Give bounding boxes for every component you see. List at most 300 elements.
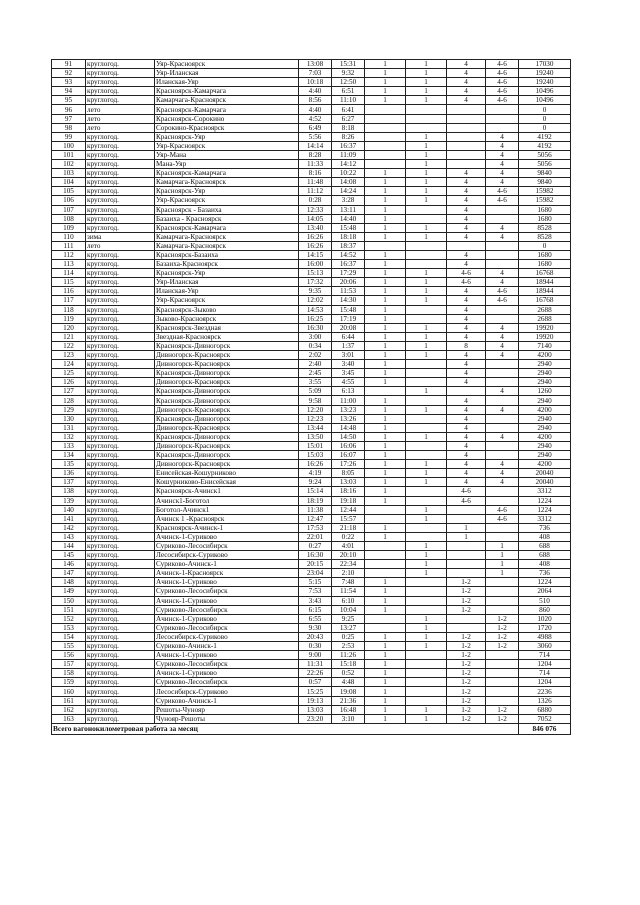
season-type: круглогод. (86, 487, 155, 496)
table-row (52, 441, 571, 450)
departure-time: 15:14 (299, 487, 332, 496)
arrival-time: 4:01 (332, 541, 365, 550)
route-name: Красноярск-Камарчага (155, 223, 299, 232)
season-type: круглогод. (86, 78, 155, 87)
row-number: 157 (52, 660, 86, 669)
count-col-2: 1 (406, 387, 447, 396)
count-col-1: 1 (365, 405, 406, 414)
count-col-4: 4-6 (486, 187, 519, 196)
count-col-2 (406, 441, 447, 450)
route-name: Ачинск-1-Красноярск (155, 569, 299, 578)
car-km-value: 3060 (519, 642, 571, 651)
count-col-2 (406, 523, 447, 532)
count-col-4: 1-2 (486, 642, 519, 651)
table-row (52, 396, 571, 405)
count-col-3: 4 (447, 196, 486, 205)
count-col-1 (365, 160, 406, 169)
table-row (52, 705, 571, 714)
count-col-2: 1 (406, 341, 447, 350)
table-row (52, 551, 571, 560)
table-row (52, 250, 571, 259)
count-col-2 (406, 605, 447, 614)
departure-time: 22:01 (299, 532, 332, 541)
count-col-2 (406, 687, 447, 696)
table-row (52, 241, 571, 250)
season-type: круглогод. (86, 360, 155, 369)
count-col-4: 4 (486, 132, 519, 141)
departure-time: 16:30 (299, 323, 332, 332)
count-col-4: 1 (486, 541, 519, 550)
car-km-value: 7052 (519, 714, 571, 723)
count-col-3: 4 (447, 78, 486, 87)
season-type: круглогод. (86, 150, 155, 159)
season-type: круглогод. (86, 69, 155, 78)
route-name: Красноярск-Зыково (155, 305, 299, 314)
route-name: Иланская-Уяр (155, 287, 299, 296)
route-name: Красноярск-Дивногорск (155, 369, 299, 378)
season-type: круглогод. (86, 496, 155, 505)
car-km-value: 1326 (519, 696, 571, 705)
departure-time: 23:20 (299, 714, 332, 723)
count-col-4: 1-2 (486, 714, 519, 723)
car-km-value: 2940 (519, 396, 571, 405)
count-col-4 (486, 669, 519, 678)
arrival-time: 17:19 (332, 314, 365, 323)
count-col-3 (447, 387, 486, 396)
count-col-2: 1 (406, 178, 447, 187)
row-number: 151 (52, 605, 86, 614)
car-km-value: 16768 (519, 269, 571, 278)
count-col-3 (447, 514, 486, 523)
arrival-time: 21:18 (332, 523, 365, 532)
row-number: 124 (52, 360, 86, 369)
route-name: Чунояр-Решоты (155, 714, 299, 723)
route-name: Звездная-Красноярск (155, 332, 299, 341)
table-row (52, 105, 571, 114)
route-name: Уяр-Иланская (155, 278, 299, 287)
arrival-time: 12:44 (332, 505, 365, 514)
count-col-4: 4-6 (486, 96, 519, 105)
row-number: 148 (52, 578, 86, 587)
table-row (52, 496, 571, 505)
arrival-time: 14:12 (332, 160, 365, 169)
arrival-time: 0:52 (332, 669, 365, 678)
count-col-1: 1 (365, 296, 406, 305)
departure-time: 6:55 (299, 614, 332, 623)
arrival-time: 16:48 (332, 705, 365, 714)
season-type: круглогод. (86, 660, 155, 669)
count-col-2: 1 (406, 623, 447, 632)
route-name: Красноярск-Дивногорск (155, 396, 299, 405)
season-type: круглогод. (86, 423, 155, 432)
table-row (52, 314, 571, 323)
count-col-1: 1 (365, 360, 406, 369)
count-col-1: 1 (365, 341, 406, 350)
departure-time: 13:03 (299, 705, 332, 714)
departure-time: 5:09 (299, 387, 332, 396)
count-col-2: 1 (406, 642, 447, 651)
row-number: 144 (52, 541, 86, 550)
arrival-time: 14:48 (332, 423, 365, 432)
departure-time: 19:13 (299, 696, 332, 705)
count-col-3 (447, 623, 486, 632)
route-name: Дивногорск-Красноярск (155, 351, 299, 360)
departure-time: 6:15 (299, 605, 332, 614)
table-row (52, 714, 571, 723)
departure-time: 8:28 (299, 150, 332, 159)
row-number: 163 (52, 714, 86, 723)
season-type: лето (86, 123, 155, 132)
car-km-value: 5056 (519, 160, 571, 169)
car-km-value: 408 (519, 560, 571, 569)
count-col-2 (406, 414, 447, 423)
row-number: 127 (52, 387, 86, 396)
row-number: 100 (52, 141, 86, 150)
route-name: Суриково-Лесосибирск (155, 678, 299, 687)
count-col-3: 1-2 (447, 705, 486, 714)
route-name: Ачинск-1-Суриково (155, 669, 299, 678)
count-col-1: 1 (365, 469, 406, 478)
arrival-time: 13:03 (332, 478, 365, 487)
count-col-3: 4 (447, 250, 486, 259)
departure-time: 16:00 (299, 260, 332, 269)
arrival-time: 14:52 (332, 250, 365, 259)
count-col-2: 1 (406, 560, 447, 569)
route-name: Ачинск1-Боготол (155, 496, 299, 505)
row-number: 160 (52, 687, 86, 696)
count-col-3: 4 (447, 423, 486, 432)
table-row (52, 623, 571, 632)
count-col-1: 1 (365, 660, 406, 669)
table-row (52, 432, 571, 441)
count-col-2 (406, 423, 447, 432)
count-col-3: 1-2 (447, 687, 486, 696)
row-number: 108 (52, 214, 86, 223)
table-row (52, 541, 571, 550)
row-number: 154 (52, 632, 86, 641)
count-col-1: 1 (365, 605, 406, 614)
table-row (52, 451, 571, 460)
count-col-3: 4 (447, 232, 486, 241)
count-col-4: 4 (486, 405, 519, 414)
arrival-time: 15:57 (332, 514, 365, 523)
departure-time: 14:14 (299, 141, 332, 150)
route-name: Красноярск-Ачинск-1 (155, 523, 299, 532)
count-col-4 (486, 496, 519, 505)
season-type: лето (86, 241, 155, 250)
car-km-value: 4200 (519, 460, 571, 469)
count-col-2 (406, 532, 447, 541)
row-number: 149 (52, 587, 86, 596)
table-row (52, 160, 571, 169)
count-col-2: 1 (406, 705, 447, 714)
arrival-time: 10:04 (332, 605, 365, 614)
count-col-3: 8 (447, 341, 486, 350)
season-type: круглогод. (86, 551, 155, 560)
table-row (52, 169, 571, 178)
row-number: 121 (52, 332, 86, 341)
departure-time: 9:00 (299, 651, 332, 660)
arrival-time: 9:32 (332, 69, 365, 78)
table-row (52, 505, 571, 514)
count-col-2: 1 (406, 514, 447, 523)
count-col-1: 1 (365, 278, 406, 287)
car-km-value: 7140 (519, 341, 571, 350)
car-km-value: 4200 (519, 351, 571, 360)
car-km-value: 1680 (519, 250, 571, 259)
count-col-2: 1 (406, 232, 447, 241)
route-name: Красноярск-Дивногорск (155, 387, 299, 396)
count-col-1: 1 (365, 432, 406, 441)
departure-time: 15:03 (299, 451, 332, 460)
route-name: Камарчага-Красноярск (155, 241, 299, 250)
table-row (52, 523, 571, 532)
table-row (52, 323, 571, 332)
row-number: 158 (52, 669, 86, 678)
arrival-time: 16:07 (332, 451, 365, 460)
arrival-time: 2:10 (332, 569, 365, 578)
row-number: 142 (52, 523, 86, 532)
route-name: Енисейская-Кошурниково (155, 469, 299, 478)
count-col-3: 4 (447, 369, 486, 378)
count-col-3: 4 (447, 69, 486, 78)
count-col-3 (447, 241, 486, 250)
count-col-2 (406, 369, 447, 378)
table-row (52, 278, 571, 287)
route-name: Лесосибирск-Суриково (155, 687, 299, 696)
count-col-3: 1-2 (447, 605, 486, 614)
arrival-time: 3:40 (332, 360, 365, 369)
departure-time: 9:35 (299, 287, 332, 296)
table-row (52, 378, 571, 387)
departure-time: 5:56 (299, 132, 332, 141)
table-row (52, 114, 571, 123)
route-name: Красноярск-Уяр (155, 132, 299, 141)
count-col-2 (406, 678, 447, 687)
count-col-1: 1 (365, 714, 406, 723)
route-name: Красноярск-Дивногорск (155, 341, 299, 350)
row-number: 119 (52, 314, 86, 323)
count-col-4: 4 (486, 232, 519, 241)
season-type: круглогод. (86, 323, 155, 332)
count-col-3 (447, 132, 486, 141)
row-number: 98 (52, 123, 86, 132)
table-row (52, 260, 571, 269)
count-col-3 (447, 560, 486, 569)
table-row (52, 669, 571, 678)
table-row (52, 369, 571, 378)
departure-time: 0:57 (299, 678, 332, 687)
count-col-2: 1 (406, 714, 447, 723)
count-col-4 (486, 441, 519, 450)
car-km-value: 2064 (519, 587, 571, 596)
car-km-value: 1260 (519, 387, 571, 396)
count-col-4: 4-6 (486, 69, 519, 78)
count-col-1: 1 (365, 187, 406, 196)
count-col-3: 4-6 (447, 269, 486, 278)
car-km-value: 2688 (519, 314, 571, 323)
table-row (52, 60, 571, 69)
arrival-time: 6:27 (332, 114, 365, 123)
count-col-4: 1-2 (486, 632, 519, 641)
departure-time: 15:13 (299, 269, 332, 278)
count-col-1: 1 (365, 314, 406, 323)
count-col-1 (365, 514, 406, 523)
arrival-time: 20:08 (332, 323, 365, 332)
count-col-1: 1 (365, 451, 406, 460)
row-number: 92 (52, 69, 86, 78)
season-type: круглогод. (86, 578, 155, 587)
season-type: круглогод. (86, 714, 155, 723)
count-col-3: 4 (447, 451, 486, 460)
car-km-value: 0 (519, 123, 571, 132)
count-col-1 (365, 105, 406, 114)
arrival-time: 4:55 (332, 378, 365, 387)
count-col-1: 1 (365, 396, 406, 405)
count-col-1: 1 (365, 287, 406, 296)
count-col-1: 1 (365, 305, 406, 314)
table-row (52, 560, 571, 569)
count-col-4 (486, 660, 519, 669)
count-col-1: 1 (365, 60, 406, 69)
row-number: 114 (52, 269, 86, 278)
season-type: круглогод. (86, 532, 155, 541)
route-name: Красноярск-Дивногорск (155, 414, 299, 423)
row-number: 141 (52, 514, 86, 523)
table-row (52, 487, 571, 496)
count-col-4 (486, 114, 519, 123)
count-col-4 (486, 487, 519, 496)
total-label: Всего вагонокилометровая работа за месяц (52, 723, 519, 734)
departure-time: 12:47 (299, 514, 332, 523)
table-row (52, 332, 571, 341)
count-col-2: 1 (406, 160, 447, 169)
count-col-1: 1 (365, 487, 406, 496)
table-row (52, 96, 571, 105)
count-col-3: 1-2 (447, 642, 486, 651)
count-col-1: 1 (365, 523, 406, 532)
season-type: круглогод. (86, 187, 155, 196)
season-type: круглогод. (86, 205, 155, 214)
route-name: Дивногорск-Красноярск (155, 460, 299, 469)
season-type: круглогод. (86, 541, 155, 550)
count-col-1: 1 (365, 87, 406, 96)
count-col-3 (447, 551, 486, 560)
route-name: Уяр-Мана (155, 150, 299, 159)
row-number: 145 (52, 551, 86, 560)
count-col-3: 4 (447, 414, 486, 423)
arrival-time: 14:08 (332, 178, 365, 187)
route-name: Красноярск - Базаиха (155, 205, 299, 214)
count-col-3: 4 (447, 432, 486, 441)
season-type: круглогод. (86, 387, 155, 396)
departure-time: 16:26 (299, 241, 332, 250)
car-km-value: 1224 (519, 578, 571, 587)
count-col-3: 4 (447, 378, 486, 387)
departure-time: 12:23 (299, 414, 332, 423)
season-type: круглогод. (86, 341, 155, 350)
route-name: Красноярск-Дивногорск (155, 451, 299, 460)
count-col-3 (447, 150, 486, 159)
departure-time: 12:20 (299, 405, 332, 414)
table-row (52, 296, 571, 305)
count-col-2: 1 (406, 78, 447, 87)
arrival-time: 16:37 (332, 260, 365, 269)
row-number: 115 (52, 278, 86, 287)
row-number: 162 (52, 705, 86, 714)
count-col-2: 1 (406, 332, 447, 341)
season-type: круглогод. (86, 669, 155, 678)
row-number: 101 (52, 150, 86, 159)
row-number: 105 (52, 187, 86, 196)
row-number: 97 (52, 114, 86, 123)
count-col-2: 1 (406, 287, 447, 296)
count-col-2: 1 (406, 505, 447, 514)
route-name: Базаиха - Красноярск (155, 214, 299, 223)
count-col-4: 4 (486, 469, 519, 478)
count-col-1: 1 (365, 587, 406, 596)
count-col-1: 1 (365, 632, 406, 641)
count-col-1: 1 (365, 414, 406, 423)
table-row (52, 532, 571, 541)
arrival-time: 17:29 (332, 269, 365, 278)
arrival-time: 8:05 (332, 469, 365, 478)
count-col-2: 1 (406, 551, 447, 560)
season-type: зима (86, 232, 155, 241)
count-col-4: 4 (486, 178, 519, 187)
arrival-time: 14:30 (332, 296, 365, 305)
schedule-body (52, 60, 571, 735)
count-col-3: 1-2 (447, 660, 486, 669)
departure-time: 13:50 (299, 432, 332, 441)
count-col-1: 1 (365, 178, 406, 187)
table-row (52, 269, 571, 278)
count-col-4 (486, 214, 519, 223)
count-col-2: 1 (406, 351, 447, 360)
season-type: круглогод. (86, 596, 155, 605)
arrival-time: 6:44 (332, 332, 365, 341)
count-col-2 (406, 305, 447, 314)
count-col-2: 1 (406, 196, 447, 205)
count-col-4: 4 (486, 351, 519, 360)
count-col-2 (406, 578, 447, 587)
count-col-4: 4 (486, 169, 519, 178)
car-km-value: 1680 (519, 205, 571, 214)
count-col-4 (486, 587, 519, 596)
table-row (52, 214, 571, 223)
departure-time: 11:33 (299, 160, 332, 169)
table-row (52, 178, 571, 187)
car-km-value: 1204 (519, 660, 571, 669)
row-number: 95 (52, 96, 86, 105)
count-col-4: 1 (486, 551, 519, 560)
departure-time: 23:04 (299, 569, 332, 578)
count-col-4 (486, 250, 519, 259)
departure-time: 3:55 (299, 378, 332, 387)
count-col-3: 4-6 (447, 487, 486, 496)
departure-time: 0:27 (299, 541, 332, 550)
count-col-1: 1 (365, 441, 406, 450)
arrival-time: 20:10 (332, 551, 365, 560)
count-col-2 (406, 596, 447, 605)
row-number: 128 (52, 396, 86, 405)
arrival-time: 3:01 (332, 351, 365, 360)
departure-time: 17:32 (299, 278, 332, 287)
departure-time: 12:02 (299, 296, 332, 305)
departure-time: 16:26 (299, 232, 332, 241)
row-number: 118 (52, 305, 86, 314)
car-km-value: 4192 (519, 141, 571, 150)
